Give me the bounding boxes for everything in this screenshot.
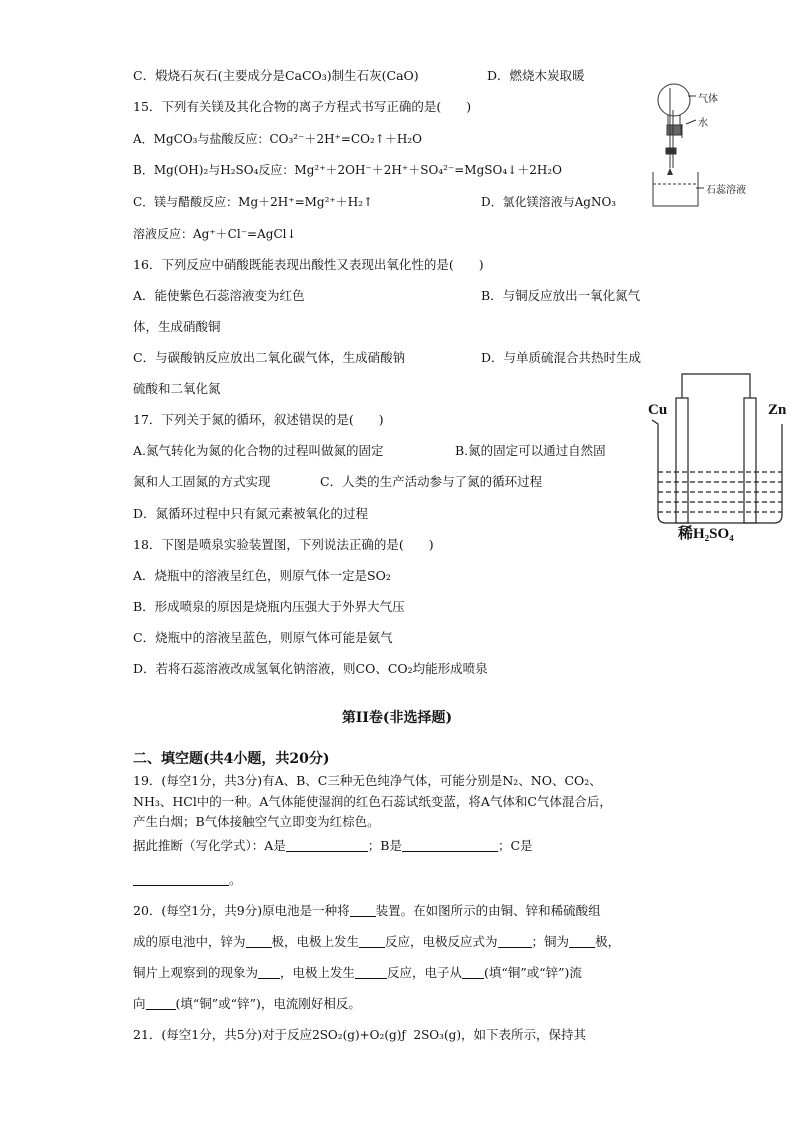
q19-end: 。: [229, 872, 242, 887]
q16-option-b-cont: 体，生成硝酸铜: [133, 319, 221, 334]
answer-blank-c[interactable]: [133, 873, 229, 886]
answer-blank-20-9[interactable]: [146, 997, 176, 1010]
fountain-apparatus-figure: [640, 80, 780, 210]
answer-blank-20-1[interactable]: [350, 904, 376, 917]
q20-line-4: [133, 996, 361, 1012]
answer-blank-20-5[interactable]: [569, 935, 595, 948]
q16-stem: 16．下列反应中硝酸既能表现出酸性又表现出氧化性的是( ): [133, 257, 484, 272]
q21-equation: 2SO₂(g)+O₂(g)ƒ 2SO₃(g): [312, 1028, 461, 1042]
label-zn: Zn: [768, 402, 787, 418]
q20-line-2: [133, 934, 620, 950]
q20-line-3: [133, 965, 582, 981]
q15-option-d: D．氯化镁溶液与AgNO₃: [481, 195, 617, 209]
q20-text-3d: (填“铜”或“锌”)流: [484, 965, 582, 980]
q20-text-3b: ，电极上发生: [280, 965, 356, 980]
q17-option-c: C．人类的生产活动参与了氮的循环过程: [320, 474, 543, 489]
q15-option-c: C．镁与醋酸反应：Mg＋2H⁺=Mg²⁺＋H₂↑: [133, 195, 374, 209]
q18-option-a: A．烧瓶中的溶液呈红色，则原气体一定是SO₂: [133, 568, 391, 583]
q17-option-d: D．氮循环过程中只有氮元素被氧化的过程: [133, 506, 369, 521]
zinc-electrode: [744, 398, 756, 523]
q20-text-4a: 向: [133, 996, 146, 1011]
q19-prompt-b: ；B是: [367, 838, 402, 853]
q19-line-4: [133, 838, 533, 854]
galvanic-cell-drawing: [642, 370, 794, 545]
q18-option-c: C．烧瓶中的溶液呈蓝色，则原气体可能是氨气: [133, 630, 393, 645]
q19-line-3: 产生白烟；B气体接触空气立即变为红棕色。: [133, 814, 380, 829]
q20-text-2b: 极，电极上发生: [271, 934, 360, 949]
q20-text-2a: 成的原电池中，锌为: [133, 934, 246, 949]
q20-text-3a: 铜片上观察到的现象为: [133, 965, 259, 980]
q15-stem: 15．下列有关镁及其化合物的离子方程式书写正确的是( ): [133, 99, 472, 114]
answer-blank-20-8[interactable]: [462, 966, 484, 979]
q15-option-a: A．MgCO₃与盐酸反应：CO₃²⁻＋2H⁺=CO₂↑＋H₂O: [133, 132, 422, 146]
q15-option-b: B．Mg(OH)₂与H₂SO₄反应：Mg²⁺＋2OH⁻＋2H⁺＋SO₄²⁻=MgSO₄↓＋2H₂O: [133, 163, 562, 177]
q16-option-a: A．能使紫色石蕊溶液变为红色: [133, 288, 305, 303]
part-heading: 二、填空题(共4小题，共20分): [133, 751, 330, 767]
q21-text-a: 21．(每空1分，共5分)对于反应: [133, 1027, 313, 1042]
q18-option-d: D．若将石蕊溶液改成氢氧化钠溶液，则CO、CO₂均能形成喷泉: [133, 661, 488, 676]
q20-text-2d: ；铜为: [531, 934, 570, 949]
flask-bulb: [658, 84, 690, 116]
label-litmus-solution: 石蕊溶液: [706, 185, 746, 196]
clamp: [666, 148, 676, 154]
q19-line-5: [133, 872, 242, 888]
answer-blank-20-3[interactable]: [359, 935, 385, 948]
label-cu: Cu: [648, 402, 668, 418]
q20-line-1: [133, 903, 601, 919]
q19-line-2: NH₃、HCl中的一种。A气体能使湿润的红色石蕊试纸变蓝，将A气体和C气体混合后，: [133, 794, 612, 809]
q20-text-2e: 极，: [595, 934, 621, 949]
galvanic-cell-figure: [642, 370, 794, 545]
q17-option-b: B.氮的固定可以通过自然固: [455, 443, 606, 458]
answer-blank-20-2[interactable]: [246, 935, 272, 948]
label-gas: 气体: [698, 94, 718, 105]
q16-option-d-cont: 硫酸和二氧化氮: [133, 381, 221, 396]
q17-option-a: A.氮气转化为氮的化合物的过程叫做氮的固定: [133, 443, 384, 458]
q21-text-c: ，如下表所示，保持其: [461, 1027, 587, 1042]
q20-text-4b: (填“铜”或“锌”)，电流刚好相反。: [175, 996, 361, 1011]
answer-blank-20-6[interactable]: [258, 966, 280, 979]
answer-blank-b[interactable]: [402, 839, 498, 852]
q20-text-3c: 反应，电子从: [387, 965, 463, 980]
q20-text-1b: 装置。在如图所示的由铜、锌和稀硫酸组: [375, 903, 601, 918]
label-water: 水: [698, 118, 708, 129]
q19-prompt-c: ；C是: [497, 838, 533, 853]
q20-text-2c: 反应，电极反应式为: [385, 934, 498, 949]
label-dilute-sulfuric-acid: 稀H₂SO₄: [678, 526, 734, 542]
q15-option-d-cont: 溶液反应：Ag⁺＋Cl⁻=AgCl↓: [133, 227, 297, 241]
answer-blank-a[interactable]: [286, 839, 368, 852]
answer-blank-20-7[interactable]: [355, 966, 387, 979]
answer-blank-20-4[interactable]: [498, 935, 532, 948]
q19-line-1: 19．(每空1分，共3分)有A、B、C三种无色纯净气体，可能分别是N₂、NO、CO₂、: [133, 773, 602, 788]
q16-option-b: B．与铜反应放出一氧化氮气: [481, 288, 641, 303]
stopper: [667, 125, 681, 135]
q19-prompt-a: 据此推断（写化学式）：A是: [133, 838, 286, 853]
q18-stem: 18．下图是喷泉实验装置图，下列说法正确的是( ): [133, 537, 434, 552]
q17-option-b-cont: 氮和人工固氮的方式实现: [133, 474, 271, 489]
q21-line-1: [133, 1027, 586, 1043]
q16-option-c: C．与碳酸钠反应放出二氧化碳气体，生成硝酸钠: [133, 350, 406, 365]
q14-option-d: D．燃烧木炭取暖: [487, 68, 585, 83]
q16-option-d: D．与单质硫混合共热时生成: [481, 350, 642, 365]
q18-option-b: B．形成喷泉的原因是烧瓶内压强大于外界大气压: [133, 599, 405, 614]
beaker: [653, 172, 698, 206]
q14-option-c: C．煅烧石灰石(主要成分是CaCO₃)制生石灰(CaO): [133, 68, 419, 83]
wire: [682, 374, 750, 398]
q20-text-1a: 20．(每空1分，共9分)原电池是一种将: [133, 903, 350, 918]
copper-electrode: [676, 398, 688, 523]
section-title: 第II卷(非选择题): [341, 710, 453, 726]
q17-stem: 17．下列关于氮的循环，叙述错误的是( ): [133, 412, 384, 427]
